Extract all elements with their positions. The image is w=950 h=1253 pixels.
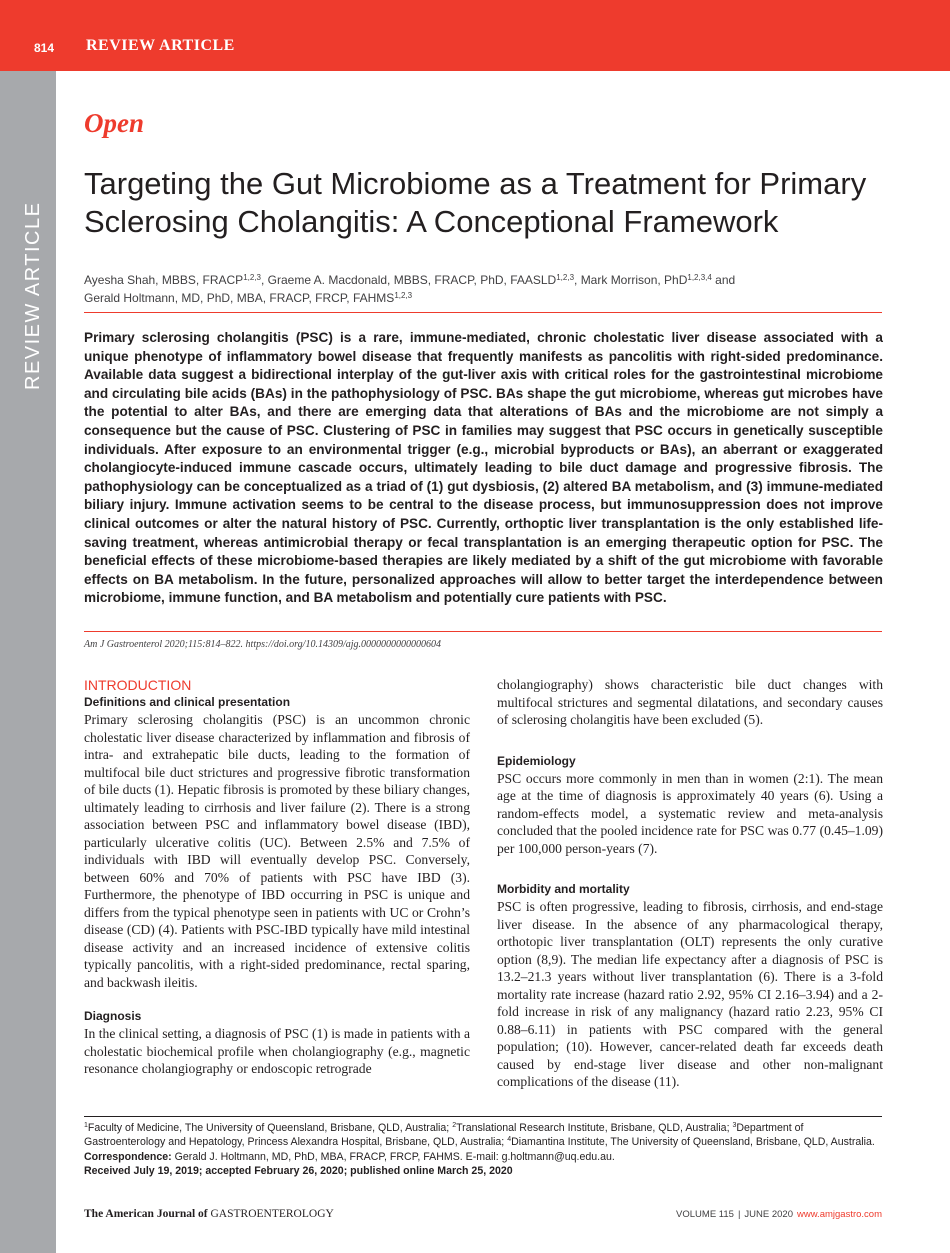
author-affiliation: 1,2,3 — [243, 273, 261, 282]
subsection-heading: Morbidity and mortality — [497, 882, 630, 896]
separator: | — [737, 1209, 741, 1220]
author-separator: , — [260, 273, 268, 287]
abstract: Primary sclerosing cholangitis (PSC) is a rare, immune-mediated, chronic cholestatic liver disease associated with a unique phenotype of inflammatory bowel disease that frequently manifests as pancolitis with right-sided predominance. Available data suggest a bidirectional interplay of the gut-liver axis with critical roles for the gastrointestinal microbiome and circulating bile acids (BAs) in the pathophysiology of PSC. BAs shape the gut microbiome, whereas gut microbes have the potential to alter BAs, and there are emerging data that alterations of BAs and the microbiome are not simply a consequence but the cause of PSC. Clustering of PSC in families may suggest that PSC occurs in genetically susceptible individuals. After exposure to an environmental trigger (e.g., microbial byproducts or BAs), an aberrant or exaggerated cholangiocyte-induced immune cascade occurs, ultimately leading to bile duct damage and progressive fibrosis. The pathophysiology can be conceptualized as a triad of (1) gut dysbiosis, (2) altered BA metabolism, and (3) immune-mediated biliary injury. Immune activation seems to be central to the disease process, but immunosuppression does not improve clinical outcomes or alter the natural history of PSC. Currently, orthoptic liver transplantation is the only established life-saving treatment, whereas antimicrobial therapy or fecal transplantation is an emerging therapeutic option for PSC. The beneficial effects of these microbiome-based therapies are likely mediated by a shift of the gut microbiome with favorable effects on BA metabolism. In the future, personalized approaches will allow to better target the interdependence between microbiome, immune function, and BA metabolism and potentially cure patients with PSC. — [84, 330, 883, 606]
body-column-left — [84, 676, 470, 1078]
author-name: Mark Morrison, PhD — [580, 273, 688, 287]
affiliation-number: 2 — [452, 1122, 457, 1129]
correspondence: Gerald J. Holtmann, MD, PhD, MBA, FRACP, FRCP, FAHMS. E-mail: g.holtmann@uq.edu.au. — [171, 1150, 615, 1163]
body-column-right — [497, 676, 883, 1091]
article-title: Targeting the Gut Microbiome as a Treatment for Primary Sclerosing Cholangitis: A Conceptional Framework — [84, 166, 867, 239]
affiliation: Translational Research Institute, Brisbane, QLD, Australia; — [456, 1122, 733, 1134]
correspondence-label: Correspondence: — [84, 1150, 172, 1163]
issue-date: JUNE 2020 — [744, 1209, 793, 1220]
affiliation: Department of Gastroenterology and Hepatology, Princess Alexandra Hospital, Brisbane, QLD, Australia; — [84, 1122, 804, 1149]
subsection-heading: Epidemiology — [497, 753, 576, 768]
citation: Am J Gastroenterol 2020;115:814–822. https://doi.org/10.14309/ajg.0000000000000604 — [84, 639, 442, 650]
body-paragraph: PSC occurs more commonly in men than in women (2:1). The mean age at the time of diagnosis is approximately 40 years (6). Using a random-effects model, a systematic review and meta-analysis concluded that the pooled incidence rate for PSC was 0.77 (0.45–1.09) per 100,000 person-years (7). — [497, 770, 883, 856]
author-affiliation: 1,2,3,4 — [687, 273, 712, 282]
journal-name — [84, 1208, 334, 1220]
journal-prefix: The American Journal of — [84, 1208, 208, 1220]
side-label: REVIEW ARTICLE — [22, 201, 44, 390]
author-separator: and — [711, 273, 736, 287]
affiliation-number: 4 — [507, 1136, 512, 1144]
divider — [84, 312, 882, 313]
body-paragraph: PSC is often progressive, leading to fibrosis, cirrhosis, and end-stage liver disease. In the absence of any pharmacological therapy, orthotopic liver transplantation (OLT) represents the only curative option (8,9). The median life expectancy after a diagnosis of PSC is 13.2–21.3 years without liver transplantation (6). There is a 3-fold mortality rate increase (hazard ratio 2.92, 95% CI 2.16–3.94) and a 2-fold increase in risk of any malignancy (hazard ratio 2.23, 95% CI 0.88–6.11) in patients with PSC compared with the general population; (10). However, cancer-related death far exceeds death caused by end-stage liver disease and other non-malignant complications of the disease (11). — [497, 899, 883, 1089]
author-list — [84, 271, 884, 307]
volume: VOLUME 115 — [676, 1209, 734, 1220]
section-heading: INTRODUCTION — [84, 677, 192, 693]
footnote-divider — [84, 1116, 882, 1117]
author-name: Ayesha Shah, MBBS, FRACP — [84, 273, 244, 287]
subsection-heading: Definitions and clinical presentation — [84, 695, 291, 709]
author-separator: , — [574, 273, 581, 287]
divider — [84, 631, 882, 632]
journal-title: GASTROENTEROLOGY — [210, 1208, 334, 1220]
header-bar — [0, 0, 950, 71]
author-name: Graeme A. Macdonald, MBBS, FRACP, PhD, FAASLD — [267, 273, 557, 287]
author-name: Gerald Holtmann, MD, PhD, MBA, FRACP, FRCP, FAHMS — [84, 291, 395, 305]
journal-url[interactable]: www.amjgastro.com — [797, 1209, 882, 1220]
footer-info — [676, 1209, 882, 1220]
author-affiliation: 1,2,3 — [394, 291, 413, 300]
affiliation: Diamantina Institute, The University of Queensland, Brisbane, QLD, Australia. — [511, 1136, 875, 1149]
page-number: 814 — [34, 41, 55, 55]
footnotes — [84, 1121, 882, 1178]
open-access-label: Open — [84, 108, 144, 138]
received-dates: Received July 19, 2019; accepted February 26, 2020; published online March 25, 2020 — [84, 1164, 513, 1177]
affiliation-number: 3 — [732, 1122, 737, 1129]
body-paragraph: In the clinical setting, a diagnosis of PSC (1) is made in patients with a cholestatic biochemical profile when cholangiography (e.g., magnetic resonance cholangiography or endoscopic retrograde — [84, 1026, 470, 1076]
affiliation-number: 1 — [84, 1122, 88, 1129]
body-paragraph: Primary sclerosing cholangitis (PSC) is an uncommon chronic cholestatic liver disease characterized by inflammation and fibrosis of intra- and extrahepatic bile ducts, leading to the formation of multifocal bile duct strictures and progressive fibrotic transformation of bile ducts (1). Hepatic fibrosis is promoted by these biliary changes, ultimately leading to cirrhosis and liver failure (2). There is a strong association between PSC and inflammatory bowel disease (IBD), particularly ulcerative colitis (UC). Between 2.5% and 7.5% of individuals with IBD will eventually develop PSC. Conversely, between 60% and 70% of patients with PSC have IBD (3). Furthermore, the phenotype of IBD occurring in PSC is unique and differs from the typical phenotype seen in patients with UC or Crohn’s disease (CD) (4). Patients with PSC-IBD typically have mild intestinal disease activity and an increased incidence of extensive colitis typically pancolitis, with a right-sided predominance, rectal sparing, and backwash ileitis. — [84, 712, 470, 990]
subsection-heading: Diagnosis — [84, 1009, 142, 1023]
body-paragraph: cholangiography) shows characteristic bile duct changes with multifocal strictures and segmental dilatations, and secondary causes of sclerosing cholangitis have been excluded (5). — [497, 677, 883, 727]
affiliation: Faculty of Medicine, The University of Queensland, Brisbane, QLD, Australia; — [87, 1122, 453, 1134]
section-label: REVIEW ARTICLE — [86, 37, 235, 54]
author-affiliation: 1,2,3 — [556, 273, 575, 282]
